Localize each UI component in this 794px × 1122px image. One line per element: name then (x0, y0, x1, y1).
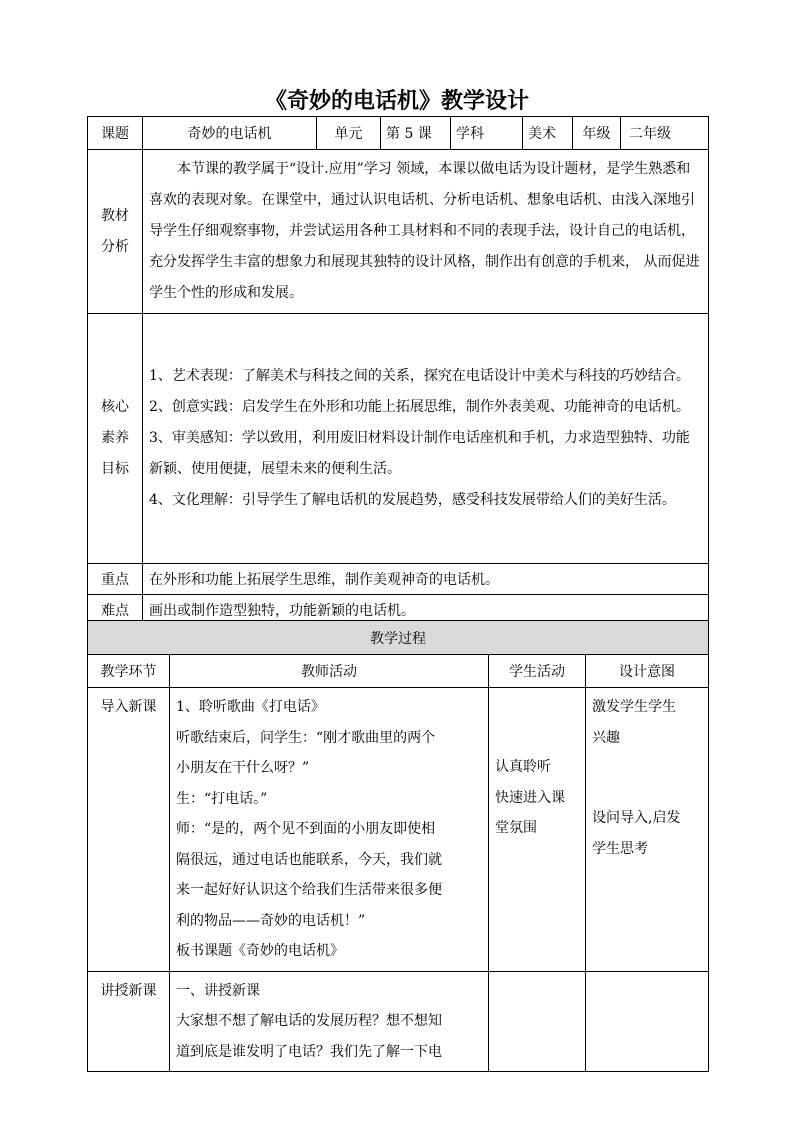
core-row (88, 314, 709, 564)
teacher-line: 利的物品——奇妙的电话机！” (176, 912, 366, 929)
design-intent-intro (586, 688, 709, 972)
analysis-row (88, 150, 709, 314)
teacher-line: 大家想不想了解电话的发展历程？想不想知 (176, 1013, 442, 1029)
header-teacher: 教师活动 (170, 655, 489, 688)
document-title: 《奇妙的电话机》教学设计 (264, 88, 529, 114)
header-stage: 教学环节 (88, 655, 170, 688)
core-goal-item: 1、艺术表现：了解美术与科技之间的关系，探究在电话设计中美术与科技的巧妙结合。 (149, 368, 690, 384)
header-intent: 设计意图 (586, 655, 709, 688)
teacher-line: 来一起好好认识这个给我们生活带来很多便 (176, 882, 442, 898)
analysis-label-line2: 分析 (101, 238, 129, 255)
intent-line: 学生思考 (592, 840, 648, 857)
core-goal-item: 3、审美感知：学以致用，利用废旧材料设计制作电话座机和手机，力求造型独特、功能新颖、使用便捷，展望未来的便利生活。 (149, 430, 690, 477)
subject-value: 美术 (523, 117, 573, 150)
teacher-line: 一、讲授新课 (176, 982, 260, 999)
teacher-line: 小朋友在干什么呀？” (176, 760, 310, 776)
analysis-text: 本节课的教学属于“设计.应用”学习 领域，本课以做电话为设计题材，是学生熟悉和喜欢的表现对象。在课堂中，通过认识电话机、分析电话机、想象电话机、由浅入深地引导学生仔细观察事物，并尝试运用各种工具材料和不同的表现手法，设计自己的电话机，充分发挥学生丰富的想象力和展现其独特的设计风格，制作出有创意的手机来， 从而促进学生个性的形成和发展。 (143, 150, 709, 314)
student-activity-teaching (489, 971, 586, 1072)
process-table (87, 620, 709, 1072)
key-point-text: 在外形和功能上拓展学生思维，制作美观神奇的电话机。 (143, 564, 709, 595)
grade-label: 年级 (573, 117, 621, 150)
student-line: 堂氛围 (495, 820, 537, 836)
teacher-line: 1、聆听歌曲《打电话》 (176, 699, 325, 715)
teacher-line: 隔很远，通过电话也能联系，今天，我们就 (176, 851, 442, 868)
analysis-label (88, 150, 143, 314)
topic-label: 课题 (88, 117, 143, 150)
core-label-line3: 目标 (101, 461, 129, 477)
teacher-line: 生：“打电话。” (176, 790, 268, 807)
unit-value: 第 5 课 (381, 117, 451, 150)
key-point-row (88, 564, 709, 595)
student-line: 认真聆听 (495, 759, 551, 775)
core-goals (143, 314, 709, 564)
core-label-line2: 素养 (101, 430, 129, 446)
student-line: 快速进入课 (495, 789, 565, 806)
intent-line: 激发学生学生 (592, 699, 676, 715)
core-goal-item: 4、文化理解：引导学生了解电话机的发展趋势，感受科技发展带给人们的美好生活。 (149, 492, 676, 508)
info-row (88, 117, 709, 150)
analysis-label-line1: 教材 (101, 207, 129, 224)
header-student: 学生活动 (489, 655, 586, 688)
process-heading: 教学过程 (88, 621, 709, 655)
process-row-intro (88, 688, 709, 972)
teacher-line: 听歌结束后，问学生：“刚才歌曲里的两个 (176, 729, 436, 746)
stage-intro: 导入新课 (88, 688, 170, 972)
core-goal-item: 2、创意实践：启发学生在外形和功能上拓展思维，制作外表美观、功能神奇的电话机。 (149, 399, 690, 415)
unit-label: 单元 (317, 117, 381, 150)
key-point-label: 重点 (88, 564, 143, 595)
topic-value: 奇妙的电话机 (143, 117, 317, 150)
design-intent-teaching (586, 971, 709, 1072)
core-label (88, 314, 143, 564)
process-heading-row (88, 621, 709, 655)
difficulty-label: 难点 (88, 595, 143, 626)
stage-teaching: 讲授新课 (88, 971, 170, 1072)
subject-label: 学科 (451, 117, 523, 150)
teacher-line: 板书课题《奇妙的电话机》 (176, 943, 344, 959)
difficulty-text: 画出或制作造型独特，功能新颖的电话机。 (143, 595, 709, 626)
core-label-line1: 核心 (101, 399, 129, 415)
intent-line: 设问导入,启发 (592, 810, 681, 826)
teacher-activity-intro (170, 688, 489, 972)
process-header-row (88, 655, 709, 688)
grade-value: 二年级 (621, 117, 709, 150)
teacher-line: 道到底是谁发明了电话？我们先了解一下电 (176, 1043, 442, 1060)
lesson-info-table (87, 116, 709, 626)
process-row-teaching (88, 971, 709, 1072)
teacher-line: 师：“是的，两个见不到面的小朋友即使相 (176, 821, 436, 837)
intent-line: 兴趣 (592, 729, 620, 746)
student-activity-intro (489, 688, 586, 972)
teacher-activity-teaching (170, 971, 489, 1072)
